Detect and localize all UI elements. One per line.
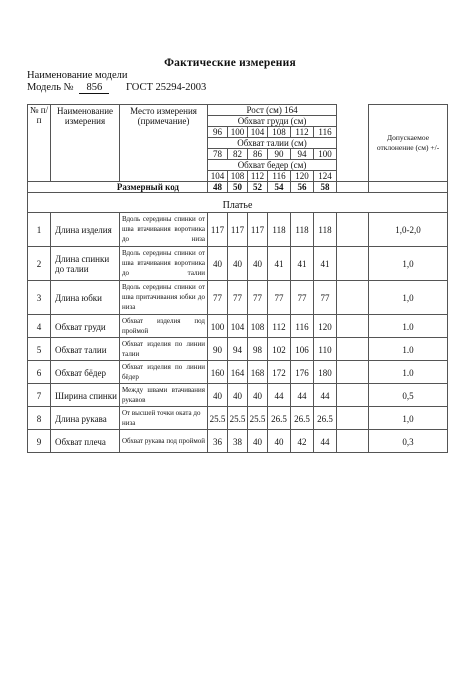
model-number-label: Модель № — [27, 82, 74, 93]
measurement-value: 41 — [268, 246, 291, 280]
measurement-value: 117 — [248, 212, 268, 246]
waist-value: 90 — [268, 149, 291, 160]
chest-value: 100 — [228, 127, 248, 138]
table-row — [28, 246, 448, 280]
measurement-value: 106 — [291, 337, 314, 360]
measurement-value: 160 — [208, 360, 228, 383]
measurement-value: 44 — [268, 383, 291, 406]
spacer-cell — [337, 280, 369, 314]
document-title: Фактические измерения — [164, 57, 296, 69]
measurement-value: 38 — [228, 429, 248, 452]
row-number: 5 — [28, 337, 51, 360]
measurement-place: Обхват изделия под проймой — [120, 314, 208, 337]
tolerance-value: 0,3 — [369, 429, 448, 452]
measurement-name: Длина спинки до талии — [51, 246, 120, 280]
table-row — [28, 212, 448, 246]
gost-standard: ГОСТ 25294-2003 — [126, 82, 207, 93]
measurement-value: 118 — [314, 212, 337, 246]
row-number: 8 — [28, 406, 51, 429]
measurement-name: Обхват бёдер — [51, 360, 120, 383]
measurement-value: 44 — [291, 383, 314, 406]
row-number: 6 — [28, 360, 51, 383]
table-row — [28, 280, 448, 314]
row-number: 7 — [28, 383, 51, 406]
measurement-value: 40 — [228, 383, 248, 406]
measurement-value: 40 — [208, 246, 228, 280]
size-code: 52 — [248, 182, 268, 193]
chest-value: 112 — [291, 127, 314, 138]
measurement-place: От высшей точки оката до низа — [120, 406, 208, 429]
measurement-value: 172 — [268, 360, 291, 383]
measurement-value: 176 — [291, 360, 314, 383]
row-number: 1 — [28, 212, 51, 246]
measurement-value: 112 — [268, 314, 291, 337]
measurement-name: Ширина спинки — [51, 383, 120, 406]
measurement-value: 26.5 — [268, 406, 291, 429]
measurement-value: 77 — [314, 280, 337, 314]
header-place: Место измерения (примечание) — [120, 105, 208, 182]
measurement-value: 25.5 — [208, 406, 228, 429]
table-row — [28, 383, 448, 406]
size-code: 54 — [268, 182, 291, 193]
measurement-value: 118 — [291, 212, 314, 246]
size-code: 48 — [208, 182, 228, 193]
measurement-value: 117 — [208, 212, 228, 246]
measurement-value: 117 — [228, 212, 248, 246]
measurement-value: 40 — [228, 246, 248, 280]
model-number: 856 — [79, 83, 109, 94]
measurement-value: 168 — [248, 360, 268, 383]
spacer-cell — [337, 212, 369, 246]
measurement-value: 40 — [248, 383, 268, 406]
measurement-value: 26.5 — [291, 406, 314, 429]
measurement-value: 42 — [291, 429, 314, 452]
measurement-value: 102 — [268, 337, 291, 360]
tolerance-value: 0,5 — [369, 383, 448, 406]
measurement-value: 40 — [268, 429, 291, 452]
measurement-value: 40 — [248, 429, 268, 452]
measurement-value: 110 — [314, 337, 337, 360]
section-title: Платье — [28, 201, 448, 212]
tolerance-value: 1,0 — [369, 280, 448, 314]
measurement-value: 180 — [314, 360, 337, 383]
hips-value: 120 — [291, 171, 314, 182]
row-number: 3 — [28, 280, 51, 314]
measurement-value: 40 — [248, 246, 268, 280]
header-height: Рост (см) 164 — [208, 105, 337, 116]
spacer-cell — [337, 383, 369, 406]
waist-value: 86 — [248, 149, 268, 160]
chest-value: 96 — [208, 127, 228, 138]
measurement-value: 77 — [228, 280, 248, 314]
measurement-name: Длина юбки — [51, 280, 120, 314]
measurement-value: 40 — [208, 383, 228, 406]
tolerance-value: 1,0 — [369, 406, 448, 429]
measurement-value: 36 — [208, 429, 228, 452]
measurement-value: 90 — [208, 337, 228, 360]
header-name: Наименование измерения — [51, 105, 120, 182]
size-code: 58 — [314, 182, 337, 193]
model-name-label: Наименование модели — [27, 70, 128, 81]
measurement-name: Длина рукава — [51, 406, 120, 429]
measurement-name: Обхват груди — [51, 314, 120, 337]
measurement-value: 164 — [228, 360, 248, 383]
tolerance-value: 1,0-2,0 — [369, 212, 448, 246]
measurement-value: 41 — [291, 246, 314, 280]
measurement-value: 120 — [314, 314, 337, 337]
measurement-value: 25.5 — [248, 406, 268, 429]
measurement-place: Обхват изделия по линии бёдер — [120, 360, 208, 383]
measurement-place: Вдоль середины спинки от шва втачивания воротника до низа — [120, 212, 208, 246]
header-chest: Обхват груди (см) — [208, 116, 337, 127]
spacer-cell — [337, 429, 369, 452]
chest-value: 104 — [248, 127, 268, 138]
hips-value: 108 — [228, 171, 248, 182]
measurement-value: 118 — [268, 212, 291, 246]
measurements-table — [27, 104, 448, 453]
header-num: № п/п — [28, 105, 51, 182]
chest-value: 116 — [314, 127, 337, 138]
header-waist: Обхват талии (см) — [208, 138, 337, 149]
header-tolerance: Допускаемое отклонение (см) +/- — [369, 105, 448, 182]
size-code: 50 — [228, 182, 248, 193]
measurement-place: Вдоль середины спинки от шва втачивания воротника до талии — [120, 246, 208, 280]
table-row — [28, 314, 448, 337]
chest-value: 108 — [268, 127, 291, 138]
measurement-value: 41 — [314, 246, 337, 280]
header-hips: Обхват бедер (см) — [208, 160, 337, 171]
waist-value: 100 — [314, 149, 337, 160]
hips-value: 112 — [248, 171, 268, 182]
measurement-value: 26.5 — [314, 406, 337, 429]
measurement-name: Обхват талии — [51, 337, 120, 360]
model-line — [27, 82, 447, 94]
measurement-name: Длина изделия — [51, 212, 120, 246]
tolerance-value: 1.0 — [369, 360, 448, 383]
hips-value: 124 — [314, 171, 337, 182]
row-number: 2 — [28, 246, 51, 280]
row-number: 9 — [28, 429, 51, 452]
measurement-value: 100 — [208, 314, 228, 337]
size-gap — [369, 182, 448, 193]
size-code-label: Размерный код — [28, 182, 208, 193]
measurement-name: Обхват плеча — [51, 429, 120, 452]
spacer-cell — [337, 360, 369, 383]
waist-value: 82 — [228, 149, 248, 160]
size-code: 56 — [291, 182, 314, 193]
spacer-cell — [337, 314, 369, 337]
table-row — [28, 429, 448, 452]
measurement-value: 77 — [248, 280, 268, 314]
measurement-place: Обхват рукава под проймой — [120, 429, 208, 452]
tolerance-value: 1.0 — [369, 337, 448, 360]
measurement-value: 77 — [291, 280, 314, 314]
size-gap — [337, 182, 369, 193]
measurement-value: 116 — [291, 314, 314, 337]
spacer-cell — [337, 337, 369, 360]
spacer-cell — [337, 246, 369, 280]
tolerance-value: 1.0 — [369, 314, 448, 337]
tolerance-value: 1,0 — [369, 246, 448, 280]
waist-value: 94 — [291, 149, 314, 160]
table-row — [28, 337, 448, 360]
waist-value: 78 — [208, 149, 228, 160]
spacer-cell — [337, 406, 369, 429]
measurement-value: 25.5 — [228, 406, 248, 429]
measurement-value: 104 — [228, 314, 248, 337]
measurement-value: 44 — [314, 429, 337, 452]
hips-value: 116 — [268, 171, 291, 182]
row-number: 4 — [28, 314, 51, 337]
measurement-value: 77 — [268, 280, 291, 314]
measurement-value: 108 — [248, 314, 268, 337]
hips-value: 104 — [208, 171, 228, 182]
table-row — [28, 360, 448, 383]
measurement-value: 94 — [228, 337, 248, 360]
table-row — [28, 406, 448, 429]
measurement-place: Обхват изделия по линии талии — [120, 337, 208, 360]
measurement-value: 77 — [208, 280, 228, 314]
measurement-value: 98 — [248, 337, 268, 360]
measurement-place: Вдоль середины спинки от шва притачивания юбки до низа — [120, 280, 208, 314]
measurement-place: Между швами втачивания рукавов — [120, 383, 208, 406]
measurement-value: 44 — [314, 383, 337, 406]
